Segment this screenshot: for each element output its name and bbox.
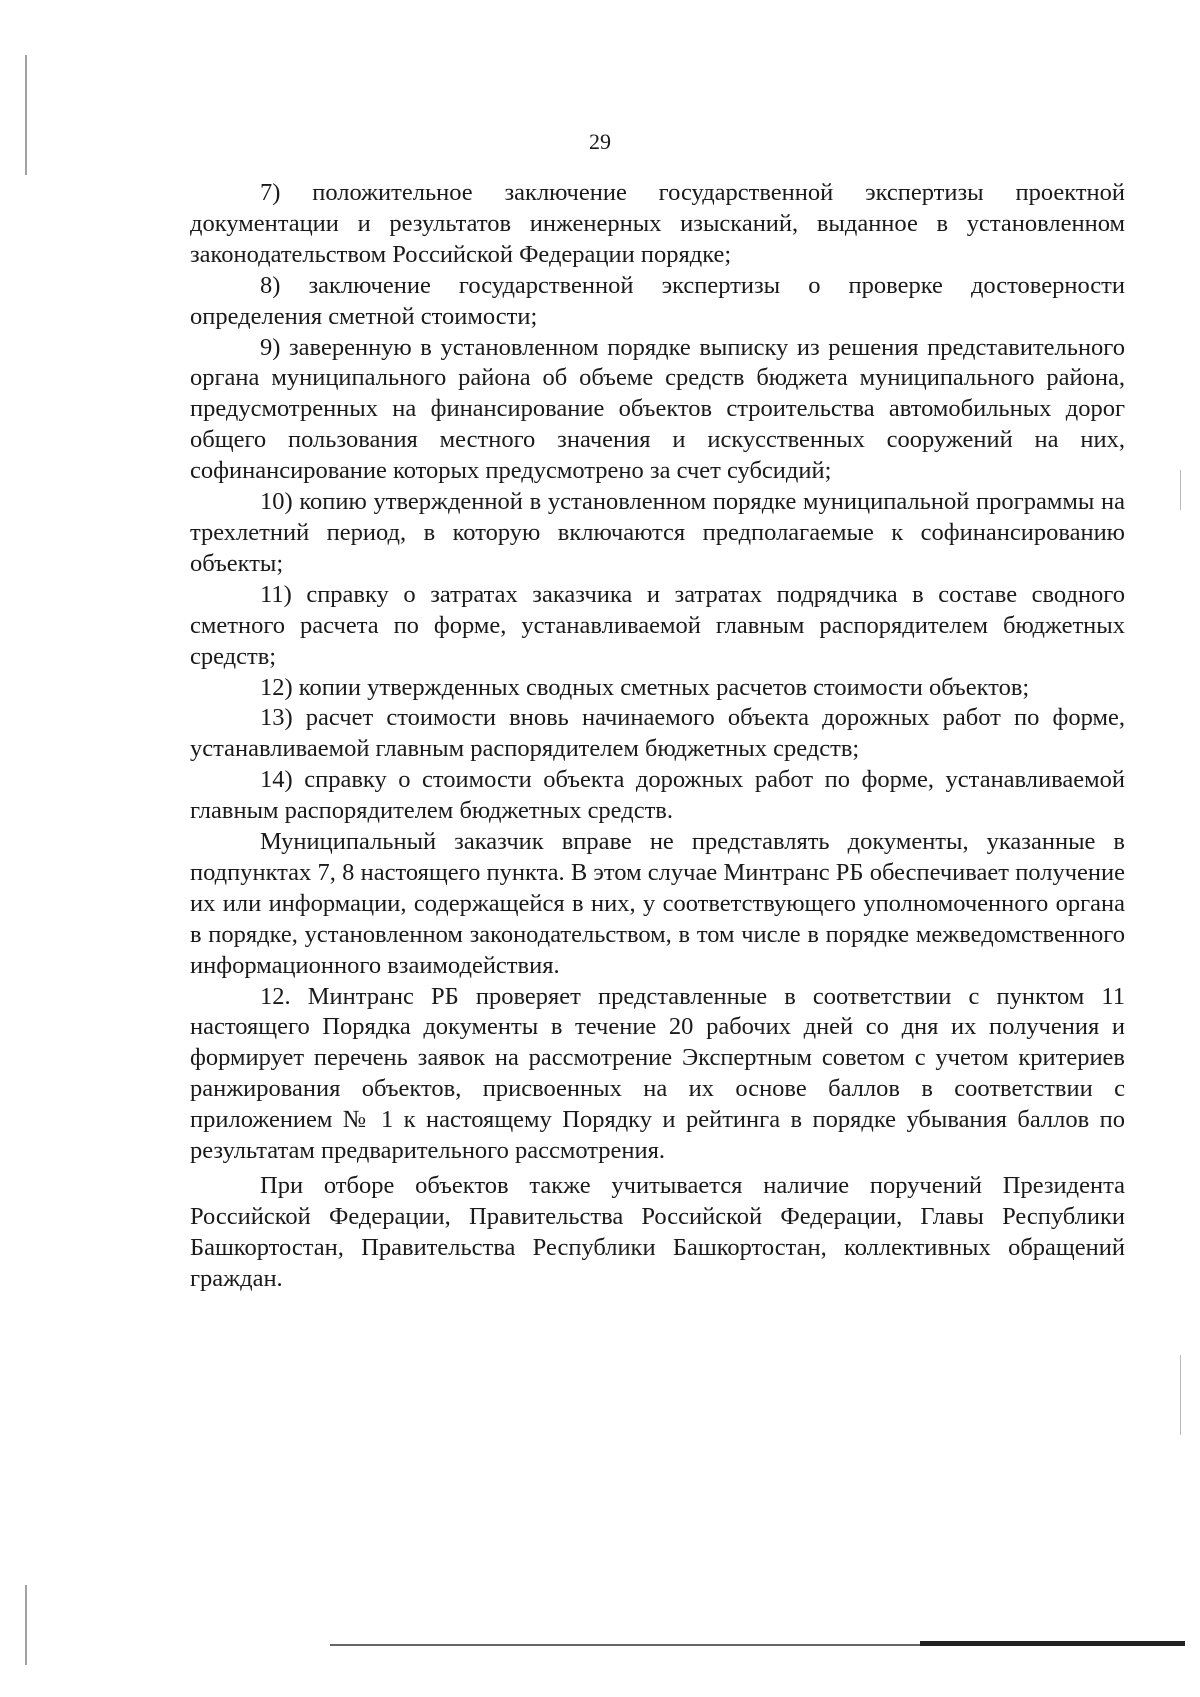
paragraph-item-11: 11) справку о затратах заказчика и затратах подрядчика в составе сводного сметного расчета по форме, устанавливаемой главным распорядителем бюджетных средств; xyxy=(190,580,1125,670)
paragraph-point-12: 12. Минтранс РБ проверяет представленные в соответствии с пунктом 11 настоящего Порядка документы в течение 20 рабочих дней со дня их получения и формирует перечень заявок на рассмотрение Экспертным советом с учетом критериев ранжирования объектов, присвоенных на их основе баллов в соответствии с приложением № 1 к настоящему Порядку и рейтинга в порядке убывания баллов по результатам предварительного рассмотрения. xyxy=(190,982,1125,1165)
paragraph-item-13: 13) расчет стоимости вновь начинаемого объекта дорожных работ по форме, устанавливаемой главным распорядителем бюджетных средств; xyxy=(190,704,1125,763)
footer-rule-thick xyxy=(920,1641,1185,1646)
paragraph-selection-note: При отборе объектов также учитывается наличие поручений Президента Российской Федерации, Правительства Российской Федерации, Главы Республики Башкортостан, Правительства Республики Башкортостан, коллективных обращений граждан. xyxy=(190,1172,1125,1292)
paragraph-item-12: 12) копии утвержденных сводных сметных расчетов стоимости объектов; xyxy=(260,673,1030,701)
paragraph-item-10: 10) копию утвержденной в установленном порядке муниципальной программы на трехлетний период, в которую включаются предполагаемые к софинансированию объекты; xyxy=(190,488,1125,577)
page-number: 29 xyxy=(589,129,611,154)
paragraph-municipal-customer: Муниципальный заказчик вправе не представлять документы, указанные в подпунктах 7, 8 настоящего пункта. В этом случае Минтранс РБ обеспечивает получение их или информации, содержащейся в них, у соответствующего уполномоченного органа в порядке, установленном законодательством, в том числе в порядке межведомственного информационного взаимодействия. xyxy=(190,828,1125,979)
scan-edge-mark xyxy=(25,1585,27,1665)
paragraph-item-9: 9) заверенную в установленном порядке выписку из решения представительного органа муниципального района об объеме средств бюджета муниципального района, предусмотренных на финансирование объектов строительства автомобильных дорог общего пользования местного значения и искусственных сооружений на них, софинансирование которых предусмотрено за счет субсидий; xyxy=(190,333,1125,485)
document-body xyxy=(190,178,1125,1295)
scan-edge-mark xyxy=(1180,470,1181,510)
paragraph-item-7: 7) положительное заключение государственной экспертизы проектной документации и результатов инженерных изысканий, выданное в установленном законодательством Российской Федерации порядке; xyxy=(190,179,1125,268)
paragraph-item-14: 14) справку о стоимости объекта дорожных работ по форме, устанавливаемой главным распорядителем бюджетных средств. xyxy=(190,766,1125,825)
scan-edge-mark xyxy=(1180,1355,1181,1435)
scan-edge-mark xyxy=(25,55,27,175)
paragraph-item-8: 8) заключение государственной экспертизы о проверке достоверности определения сметной стоимости; xyxy=(190,271,1125,330)
